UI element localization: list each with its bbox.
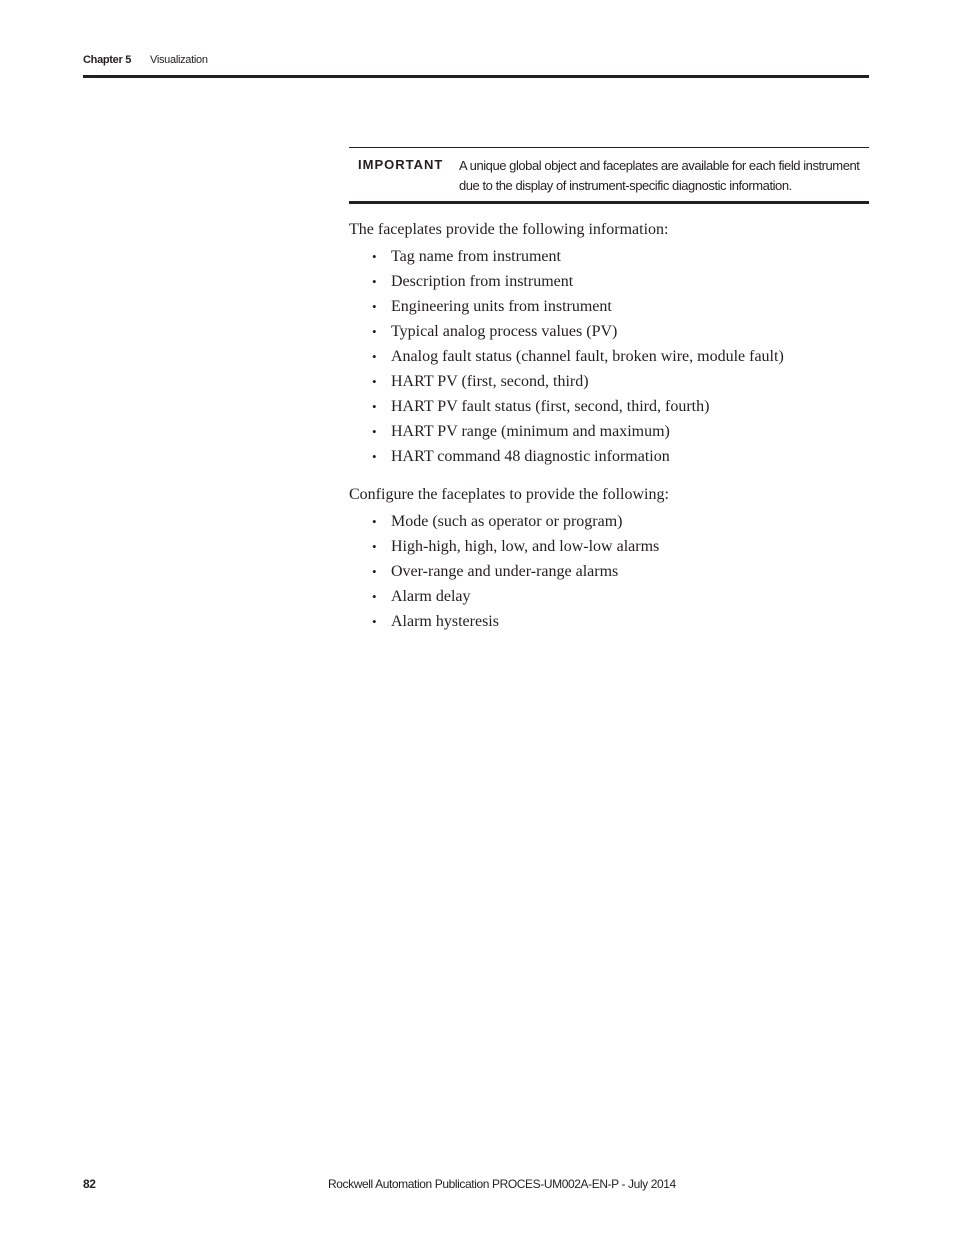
list-item	[349, 372, 784, 397]
list-item	[349, 447, 784, 472]
page-number: 82	[83, 1177, 96, 1191]
bullet-icon: •	[372, 514, 377, 529]
list-item-text: HART PV fault status (first, second, third, fourth)	[391, 398, 710, 415]
list-item-text: Mode (such as operator or program)	[391, 513, 623, 530]
bullet-icon: •	[372, 399, 377, 414]
bullet-icon: •	[372, 249, 377, 264]
list-item-text: Analog fault status (channel fault, broken wire, module fault)	[391, 348, 784, 365]
list-item-text: HART command 48 diagnostic information	[391, 448, 670, 465]
bullet-icon: •	[372, 274, 377, 289]
bullet-icon: •	[372, 614, 377, 629]
configure-intro: Configure the faceplates to provide the following:	[349, 486, 669, 503]
bullet-icon: •	[372, 374, 377, 389]
list-item-text: Tag name from instrument	[391, 248, 561, 265]
faceplates-info-list	[349, 247, 784, 472]
important-text: A unique global object and faceplates are available for each field instrument due to the display of instrument-specific diagnostic information.	[459, 158, 860, 193]
list-item	[349, 537, 659, 562]
list-item	[349, 612, 659, 637]
list-item	[349, 347, 784, 372]
list-item	[349, 247, 784, 272]
list-item-text: HART PV range (minimum and maximum)	[391, 423, 670, 440]
list-item	[349, 297, 784, 322]
chapter-label: Chapter 5	[83, 54, 132, 66]
bullet-icon: •	[372, 424, 377, 439]
list-item-text: Alarm hysteresis	[391, 613, 499, 630]
bullet-icon: •	[372, 324, 377, 339]
faceplates-intro: The faceplates provide the following information:	[349, 221, 669, 238]
bullet-icon: •	[372, 589, 377, 604]
list-item-text: High-high, high, low, and low-low alarms	[391, 538, 660, 555]
important-label: IMPORTANT	[358, 157, 444, 172]
bullet-icon: •	[372, 539, 377, 554]
page-header	[83, 53, 869, 78]
bullet-icon: •	[372, 349, 377, 364]
bullet-icon: •	[372, 449, 377, 464]
configure-options-list	[349, 512, 659, 637]
list-item	[349, 512, 659, 537]
list-item	[349, 272, 784, 297]
list-item	[349, 562, 659, 587]
list-item-text: Engineering units from instrument	[391, 298, 612, 315]
list-item-text: Typical analog process values (PV)	[391, 323, 618, 340]
bullet-icon: •	[372, 299, 377, 314]
list-item-text: Over-range and under-range alarms	[391, 563, 619, 580]
section-title: Visualization	[150, 54, 208, 66]
list-item	[349, 322, 784, 347]
list-item-text: HART PV (first, second, third)	[391, 373, 589, 390]
list-item	[349, 397, 784, 422]
list-item-text: Alarm delay	[391, 588, 471, 605]
important-notice	[349, 147, 869, 204]
list-item	[349, 422, 784, 447]
list-item	[349, 587, 659, 612]
publication-info: Rockwell Automation Publication PROCES-UM002A-EN-P - July 2014	[328, 1177, 676, 1191]
list-item-text: Description from instrument	[391, 273, 574, 290]
bullet-icon: •	[372, 564, 377, 579]
